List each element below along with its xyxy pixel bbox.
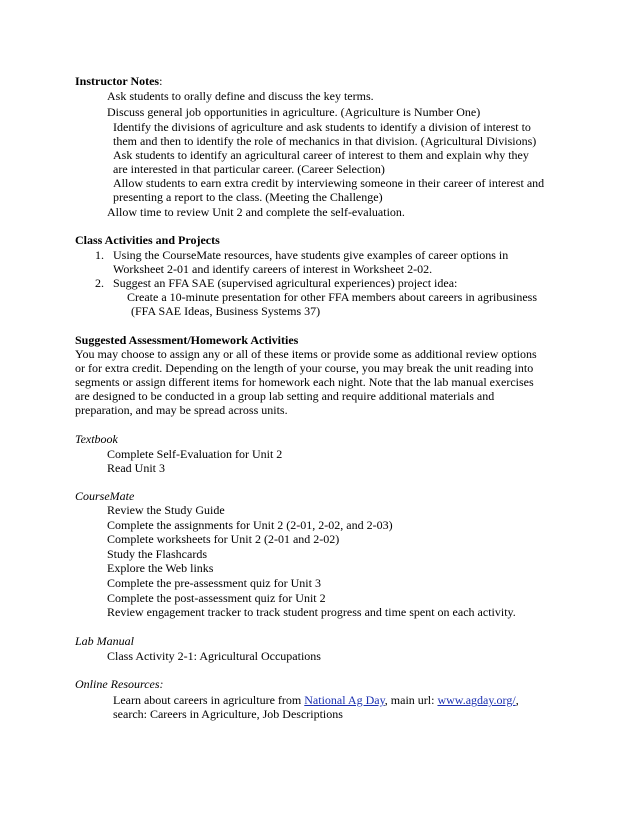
textbook-heading: Textbook <box>75 432 118 446</box>
assessment-paragraph-line: or for extra credit. Depending on the length of your course, you may break the unit reading into <box>75 361 534 375</box>
assessment-paragraph-line: preparation, and may be spread across units. <box>75 403 288 417</box>
list-number: 2. <box>95 276 104 290</box>
activity-line: Using the CourseMate resources, have students give examples of career options in <box>113 248 509 262</box>
instructor-note-line: Allow time to review Unit 2 and complete the self-evaluation. <box>107 205 405 219</box>
activity-line: Suggest an FFA SAE (supervised agricultural experiences) project idea: <box>113 276 458 290</box>
instructor-note-line: Ask students to orally define and discuss the key terms. <box>107 89 374 103</box>
instructor-note-line: Discuss general job opportunities in agriculture. (Agriculture is Number One) <box>107 105 481 119</box>
online-resources-heading: Online Resources: <box>75 677 164 691</box>
agday-url-link[interactable]: www.agday.org/ <box>437 693 516 707</box>
instructor-notes-colon: : <box>159 74 163 88</box>
assessment-paragraph-line: You may choose to assign any or all of these items or provide some as additional review options <box>75 347 537 361</box>
instructor-note-line: are interested in that particular career. (Career Selection) <box>113 162 385 176</box>
list-item: Review the Study Guide <box>107 503 225 517</box>
list-item: Complete worksheets for Unit 2 (2-01 and 2-02) <box>107 532 340 546</box>
list-item: Explore the Web links <box>107 561 214 575</box>
national-ag-day-link[interactable]: National Ag Day <box>304 693 385 707</box>
list-item: Complete the assignments for Unit 2 (2-01, 2-02, and 2-03) <box>107 518 393 532</box>
activity-line: Worksheet 2-01 and identify careers of interest in Worksheet 2-02. <box>113 262 433 276</box>
online-resources-text: Learn about careers in agriculture from <box>113 693 305 707</box>
class-activities-heading: Class Activities and Projects <box>75 233 220 247</box>
instructor-note-line: presenting a report to the class. (Meeting the Challenge) <box>113 190 383 204</box>
list-item: Complete the pre-assessment quiz for Unit 3 <box>107 576 321 590</box>
list-item: Class Activity 2-1: Agricultural Occupations <box>107 649 321 663</box>
instructor-note-line: Identify the divisions of agriculture and ask students to identify a division of interest to <box>113 120 531 134</box>
online-resources-line <box>113 693 519 707</box>
online-resources-text: , <box>515 693 519 707</box>
activity-line: (FFA SAE Ideas, Business Systems 37) <box>131 304 321 318</box>
list-item: Complete Self-Evaluation for Unit 2 <box>107 447 283 461</box>
list-item: Study the Flashcards <box>107 547 207 561</box>
instructor-note-line: them and then to identify the role of mechanics in that division. (Agricultural Divisions) <box>113 134 537 148</box>
list-item: Complete the post-assessment quiz for Unit 2 <box>107 591 326 605</box>
instructor-note-line: Allow students to earn extra credit by interviewing someone in their career of interest and <box>113 176 545 190</box>
assessment-paragraph-line: are designed to be conducted in a group lab setting and require additional materials and <box>75 389 495 403</box>
coursemate-heading: CourseMate <box>75 489 135 503</box>
assessment-paragraph-line: segments or assign different items for homework each night. Note that the lab manual exercises <box>75 375 534 389</box>
instructor-notes-heading: Instructor Notes <box>75 74 160 88</box>
instructor-notes-heading-line <box>75 74 162 88</box>
list-item: Review engagement tracker to track student progress and time spent on each activity. <box>107 605 516 619</box>
assessment-heading: Suggested Assessment/Homework Activities <box>75 333 299 347</box>
list-item: Read Unit 3 <box>107 461 165 475</box>
instructor-note-line: Ask students to identify an agricultural career of interest to them and explain why they <box>113 148 529 162</box>
online-resources-text: , main url: <box>384 693 438 707</box>
lab-manual-heading: Lab Manual <box>75 634 135 648</box>
list-number: 1. <box>95 248 104 262</box>
activity-line: Create a 10-minute presentation for other FFA members about careers in agribusiness <box>127 290 537 304</box>
online-resources-line-2: search: Careers in Agriculture, Job Descriptions <box>113 707 343 721</box>
